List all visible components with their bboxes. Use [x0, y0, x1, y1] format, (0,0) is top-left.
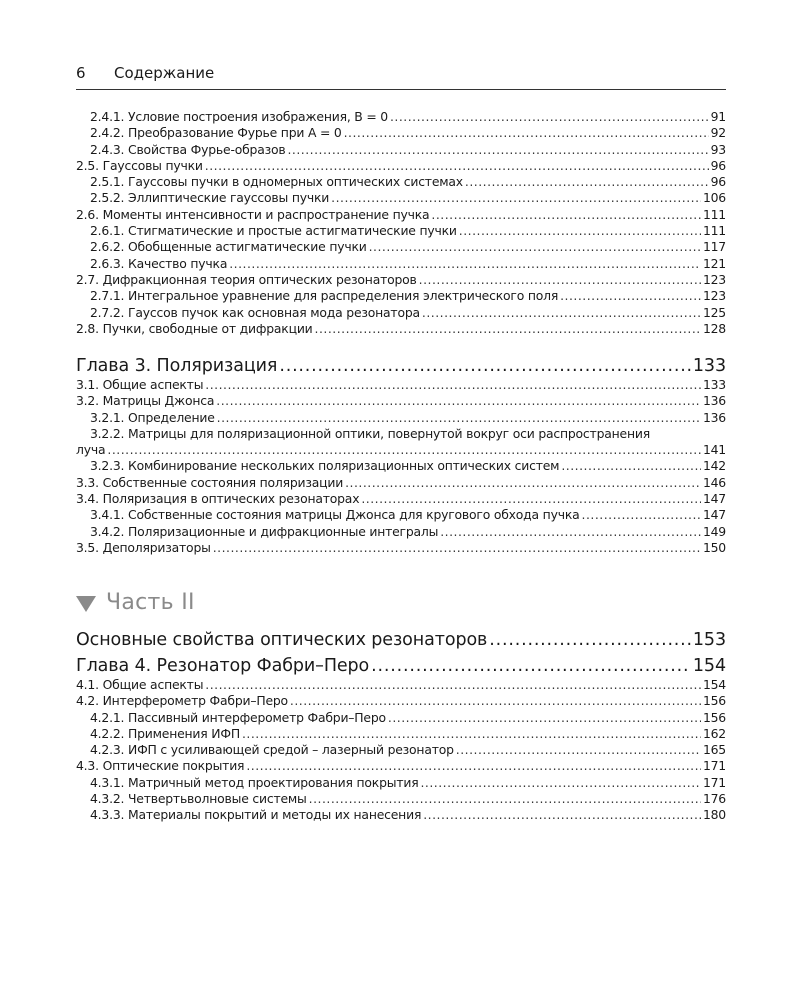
dot-leader — [459, 223, 701, 239]
entry-page: 117 — [702, 239, 726, 255]
toc-entry — [76, 775, 726, 791]
dot-leader — [388, 710, 701, 726]
entry-page: 171 — [702, 774, 726, 790]
entry-title: 4.3.2. Четвертьволновые системы — [90, 791, 307, 807]
entry-title: 4.2.2. Применения ИФП — [90, 725, 240, 741]
toc-entry — [76, 742, 726, 758]
entry-page: 154 — [702, 677, 726, 692]
dot-leader — [107, 442, 701, 458]
entry-page: 141 — [702, 442, 726, 458]
toc-entry — [76, 491, 726, 507]
dot-leader — [315, 321, 701, 337]
chapter-heading — [76, 355, 726, 377]
toc-entry — [76, 305, 726, 321]
part-subtitle-page: 153 — [692, 630, 726, 650]
toc-entry — [76, 256, 726, 272]
toc-entry — [76, 239, 726, 255]
dot-leader — [465, 174, 709, 190]
page-number: 6 — [76, 64, 86, 82]
toc-entries — [76, 458, 726, 556]
toc-entry — [76, 223, 726, 239]
entry-title: 4.3. Оптические покрытия — [76, 758, 245, 774]
entry-page: 96 — [710, 157, 726, 173]
toc-entry — [76, 524, 726, 540]
entry-page: 128 — [702, 320, 726, 336]
toc-entry — [76, 677, 726, 693]
dot-leader — [361, 491, 701, 507]
toc-entry — [76, 475, 726, 491]
entry-page: 142 — [702, 458, 726, 474]
toc-entry — [76, 109, 726, 125]
entry-title: 4.1. Общие аспекты — [76, 677, 204, 692]
entry-page: 156 — [702, 693, 726, 709]
chapter-title: Глава 3. Поляризация — [76, 356, 278, 376]
entry-page: 162 — [702, 725, 726, 741]
toc-entries — [76, 377, 726, 426]
entry-page: 150 — [702, 539, 726, 555]
dot-leader — [205, 377, 701, 393]
entry-page: 147 — [702, 491, 726, 507]
entry-title: 3.4.2. Поляризационные и дифракционные интегралы — [90, 523, 439, 539]
entry-title: 4.2.3. ИФП с усиливающей средой – лазерный резонатор — [90, 742, 454, 758]
toc-entry — [76, 207, 726, 223]
triangle-down-icon — [76, 596, 96, 612]
entry-title: 2.5.2. Эллиптические гауссовы пучки — [90, 190, 330, 206]
dot-leader — [423, 807, 701, 823]
entry-title: 2.6. Моменты интенсивности и распространение пучка — [76, 206, 430, 222]
entry-page: 123 — [702, 271, 726, 287]
entry-title: 3.4. Поляризация в оптических резонаторах — [76, 491, 360, 507]
entry-title: 2.5. Гауссовы пучки — [76, 157, 203, 173]
chapter-heading — [76, 655, 726, 677]
entry-page: 165 — [702, 742, 726, 758]
dot-leader — [246, 758, 701, 774]
dot-leader — [290, 693, 701, 709]
toc-entry — [76, 288, 726, 304]
entry-title: 4.3.3. Материалы покрытий и методы их нанесения — [90, 807, 422, 823]
dot-leader — [431, 207, 701, 223]
entry-page: 111 — [702, 206, 726, 222]
dot-leader — [440, 524, 701, 540]
entry-page: 171 — [702, 758, 726, 774]
entry-title: 3.2.3. Комбинирование нескольких поляризационных оптических систем — [90, 458, 560, 474]
toc-entry — [76, 458, 726, 474]
dot-leader — [217, 410, 701, 426]
toc-block-chapter2 — [76, 109, 726, 337]
toc-entry — [76, 758, 726, 774]
toc-entry — [76, 807, 726, 823]
entry-title: 3.3. Собственные состояния поляризации — [76, 474, 344, 490]
toc-entry — [76, 321, 726, 337]
toc-entry — [76, 710, 726, 726]
toc-entry — [76, 507, 726, 523]
entry-title: 2.6.1. Стигматические и простые астигматические пучки — [90, 223, 457, 239]
dot-leader — [561, 458, 701, 474]
toc-entry — [76, 393, 726, 409]
entry-page: 125 — [702, 304, 726, 320]
dot-leader — [489, 629, 691, 651]
toc-entry — [76, 125, 726, 141]
running-header — [76, 64, 726, 86]
entry-title: 3.2.1. Определение — [90, 409, 215, 425]
entry-page: 146 — [702, 474, 726, 490]
toc-entry — [76, 272, 726, 288]
dot-leader — [216, 393, 701, 409]
entry-page: 121 — [702, 255, 726, 271]
dot-leader — [420, 775, 700, 791]
chapter-page: 154 — [692, 656, 726, 676]
dot-leader — [205, 677, 701, 693]
entry-page: 133 — [702, 377, 726, 392]
part-heading — [76, 590, 195, 615]
entry-title: 3.2. Матрицы Джонса — [76, 393, 215, 409]
dot-leader — [456, 742, 701, 758]
entry-title: 2.8. Пучки, свободные от дифракции — [76, 320, 313, 336]
entry-page: 106 — [702, 190, 726, 206]
dot-leader — [242, 726, 701, 742]
entry-page: 136 — [702, 409, 726, 425]
entry-title: 2.4.3. Свойства Фурье-образов — [90, 141, 286, 157]
part-title: Часть II — [106, 590, 195, 615]
entry-page: 111 — [702, 223, 726, 239]
part-subtitle-title: Основные свойства оптических резонаторов — [76, 630, 488, 650]
entry-title: 2.5.1. Гауссовы пучки в одномерных оптических системах — [90, 174, 463, 190]
running-title: Содержание — [114, 64, 215, 82]
toc-entry — [76, 791, 726, 807]
dot-leader — [345, 475, 701, 491]
dot-leader — [419, 272, 701, 288]
entry-title: 4.2.1. Пассивный интерферометр Фабри–Перо — [90, 709, 386, 725]
entry-title: 3.5. Деполяризаторы — [76, 539, 211, 555]
dot-leader — [582, 507, 701, 523]
dot-leader — [331, 190, 701, 206]
toc-entry — [76, 158, 726, 174]
entry-title: 2.6.3. Качество пучка — [90, 255, 228, 271]
dot-leader — [287, 142, 708, 158]
entry-title: 2.7.2. Гауссов пучок как основная мода резонатора — [90, 304, 420, 320]
toc-block-chapter3 — [76, 355, 726, 556]
dot-leader — [229, 256, 701, 272]
chapter-page: 133 — [692, 356, 726, 376]
entry-title: 4.2. Интерферометр Фабри–Перо — [76, 693, 288, 709]
dot-leader — [309, 791, 701, 807]
dot-leader — [371, 655, 691, 677]
toc-entry — [76, 142, 726, 158]
entry-page: 180 — [702, 807, 726, 823]
dot-leader — [369, 239, 701, 255]
entry-page: 149 — [702, 523, 726, 539]
header-rule — [76, 89, 726, 90]
dot-leader — [344, 125, 709, 141]
entry-title: 2.7.1. Интегральное уравнение для распределения электрического поля — [90, 288, 559, 304]
toc-entries — [76, 677, 726, 824]
entry-title: 3.1. Общие аспекты — [76, 377, 204, 392]
dot-leader — [390, 109, 709, 125]
toc-entry — [76, 693, 726, 709]
toc-entry-wrapped-first-line: 3.2.2. Матрицы для поляризационной оптики, повернутой вокруг оси распространения — [90, 425, 650, 441]
toc-entry — [76, 190, 726, 206]
toc-entry — [76, 410, 726, 426]
dot-leader — [213, 540, 701, 556]
entry-title: 2.6.2. Обобщенные астигматические пучки — [90, 239, 367, 255]
entry-title: 2.4.2. Преобразование Фурье при A = 0 — [90, 125, 342, 141]
entry-page: 176 — [702, 791, 726, 807]
entry-page: 91 — [710, 109, 726, 124]
entry-page: 92 — [710, 125, 726, 141]
entry-page: 136 — [702, 393, 726, 409]
entry-page: 93 — [710, 141, 726, 157]
dot-leader — [205, 158, 709, 174]
dot-leader — [422, 305, 701, 321]
dot-leader — [560, 288, 701, 304]
toc-entry-wrapped-second-line: луча ..... 141 — [76, 442, 726, 458]
toc-entry — [76, 377, 726, 393]
part-subtitle-heading — [76, 629, 726, 651]
entry-page: 96 — [710, 174, 726, 190]
entry-page: 123 — [702, 288, 726, 304]
toc-entry — [76, 540, 726, 556]
entry-page: 147 — [702, 507, 726, 523]
dot-leader — [279, 355, 691, 377]
entry-title: 2.7. Дифракционная теория оптических резонаторов — [76, 271, 417, 287]
toc-block-chapter4 — [76, 629, 726, 824]
entry-title: 3.4.1. Собственные состояния матрицы Джонса для кругового обхода пучка — [90, 507, 580, 523]
toc-entry — [76, 174, 726, 190]
entry-title: 4.3.1. Матричный метод проектирования покрытия — [90, 774, 419, 790]
entry-page: 156 — [702, 709, 726, 725]
toc-entry — [76, 726, 726, 742]
entry-title: 2.4.1. Условие построения изображения, B = 0 — [90, 109, 388, 124]
chapter-title: Глава 4. Резонатор Фабри–Перо — [76, 656, 370, 676]
